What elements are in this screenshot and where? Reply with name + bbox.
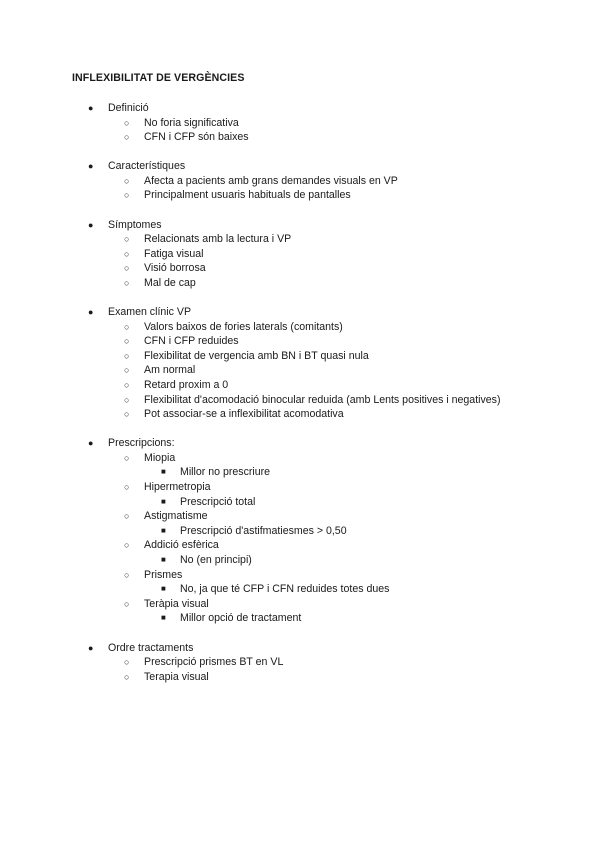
filled-circle-bullet-icon: ● [88,103,94,113]
list-item-text: Flexibilitat de vergencia amb BN i BT quasi nula [144,349,369,362]
outline-section [0,641,600,685]
sub-list-item [0,611,600,626]
list-item-text: Retard proxim a 0 [144,379,229,391]
list-item-text: Flexibilitat d'acomodació binocular reduida (amb Lents positives i negatives) [144,393,501,406]
hollow-circle-bullet-icon: ○ [124,482,130,493]
section-heading [0,101,600,116]
list-item [0,116,600,131]
list-item [0,276,600,291]
list-item-text: Astigmatisme [144,510,208,523]
square-bullet-icon: ■ [161,555,166,565]
sub-list-item-text: No (en principi) [180,554,252,567]
list-item [0,320,600,335]
sub-list-item [0,553,600,568]
hollow-circle-bullet-icon: ○ [124,132,130,143]
hollow-circle-bullet-icon: ○ [124,248,130,259]
list-item-text: Teràpia visual [144,597,209,610]
section-heading [0,436,600,451]
list-item-text: Valors baixos de fories laterals (comitants) [144,320,343,333]
list-item [0,568,600,583]
sub-list-item-text: Millor opció de tractament [180,612,302,625]
section-heading-text: Ordre tractaments [108,641,194,654]
list-item [0,232,600,247]
list-item [0,597,600,612]
hollow-circle-bullet-icon: ○ [124,671,130,682]
square-bullet-icon: ■ [161,525,166,535]
hollow-circle-bullet-icon: ○ [124,540,130,551]
list-item-text: Pot associar-se a inflexibilitat acomodativa [144,408,344,421]
list-item [0,261,600,276]
sub-list-item-text: Prescripció total [180,495,256,508]
hollow-circle-bullet-icon: ○ [124,190,130,201]
square-bullet-icon: ■ [161,613,166,623]
list-item-text: Miopia [144,451,176,464]
sub-list-item-text: No, ja que té CFP i CFN reduides totes dues [180,583,390,596]
sub-list-item-text: Prescripció d'astifmatiesmes > 0,50 [180,524,347,537]
section-heading [0,305,600,320]
list-item [0,130,600,145]
list-item [0,655,600,670]
list-item-text: Relacionats amb la lectura i VP [144,233,292,246]
outline-section [0,101,600,145]
hollow-circle-bullet-icon: ○ [124,175,130,186]
list-item-text: Terapia visual [144,670,209,683]
list-item [0,334,600,349]
list-item-text: CFN i CFP són baixes [144,131,249,144]
sub-list-item-text: Millor no prescriure [180,466,271,479]
hollow-circle-bullet-icon: ○ [124,380,130,390]
hollow-circle-bullet-icon: ○ [124,336,130,347]
filled-circle-bullet-icon: ● [88,161,94,172]
list-item-text: Mal de cap [144,276,196,289]
square-bullet-icon: ■ [161,467,166,477]
section-heading-text: Prescripcions: [108,437,175,450]
filled-circle-bullet-icon: ● [88,642,94,653]
list-item-text: Fatiga visual [144,247,204,260]
list-item-text: Hipermetropia [144,481,211,494]
section-heading [0,159,600,174]
sub-list-item [0,582,600,597]
list-item-text: Prescripció prismes BT en VL [144,656,284,669]
list-item [0,363,600,378]
section-heading [0,218,600,233]
hollow-circle-bullet-icon: ○ [124,394,130,405]
outline-section [0,218,600,291]
hollow-circle-bullet-icon: ○ [124,657,130,668]
list-item [0,349,600,364]
outline-section [0,305,600,422]
section-heading-text: Símptomes [108,218,162,231]
list-item-text: Addició esfèrica [144,539,219,552]
filled-circle-bullet-icon: ● [88,219,94,230]
list-item [0,247,600,262]
list-item [0,188,600,203]
hollow-circle-bullet-icon: ○ [124,569,130,580]
section-heading-text: Característiques [108,160,186,173]
list-item [0,378,600,393]
section-heading [0,641,600,656]
sub-list-item [0,465,600,480]
square-bullet-icon: ■ [161,584,166,594]
hollow-circle-bullet-icon: ○ [124,277,130,288]
list-item [0,538,600,553]
list-item [0,509,600,524]
outline-section [0,159,600,203]
hollow-circle-bullet-icon: ○ [124,350,130,361]
list-item [0,407,600,422]
list-item-text: Afecta a pacients amb grans demandes visuals en VP [144,174,398,187]
list-item-text: Visió borrosa [144,262,206,275]
list-item [0,480,600,495]
list-item-text: Principalment usuaris habituals de pantalles [144,189,351,202]
section-heading-text: Definició [108,102,149,114]
hollow-circle-bullet-icon: ○ [124,321,130,332]
section-heading-text: Examen clínic VP [108,306,192,319]
list-item-text: Prismes [144,568,183,581]
hollow-circle-bullet-icon: ○ [124,511,130,522]
list-item-text: No foria significativa [144,116,239,129]
hollow-circle-bullet-icon: ○ [124,598,130,609]
list-item-text: Am normal [144,364,196,377]
hollow-circle-bullet-icon: ○ [124,365,130,376]
sub-list-item [0,524,600,539]
filled-circle-bullet-icon: ● [88,307,94,318]
hollow-circle-bullet-icon: ○ [124,117,130,128]
document-title: INFLEXIBILITAT DE VERGÈNCIES [72,72,245,84]
list-item [0,451,600,466]
list-item [0,393,600,408]
list-item [0,670,600,685]
square-bullet-icon: ■ [161,496,166,506]
hollow-circle-bullet-icon: ○ [124,452,130,463]
sub-list-item [0,495,600,510]
list-item [0,174,600,189]
filled-circle-bullet-icon: ● [88,438,94,449]
hollow-circle-bullet-icon: ○ [124,263,130,274]
hollow-circle-bullet-icon: ○ [124,234,130,245]
outline-section [0,436,600,626]
hollow-circle-bullet-icon: ○ [124,409,130,420]
list-item-text: CFN i CFP reduides [144,335,239,348]
outline-list [0,101,600,699]
